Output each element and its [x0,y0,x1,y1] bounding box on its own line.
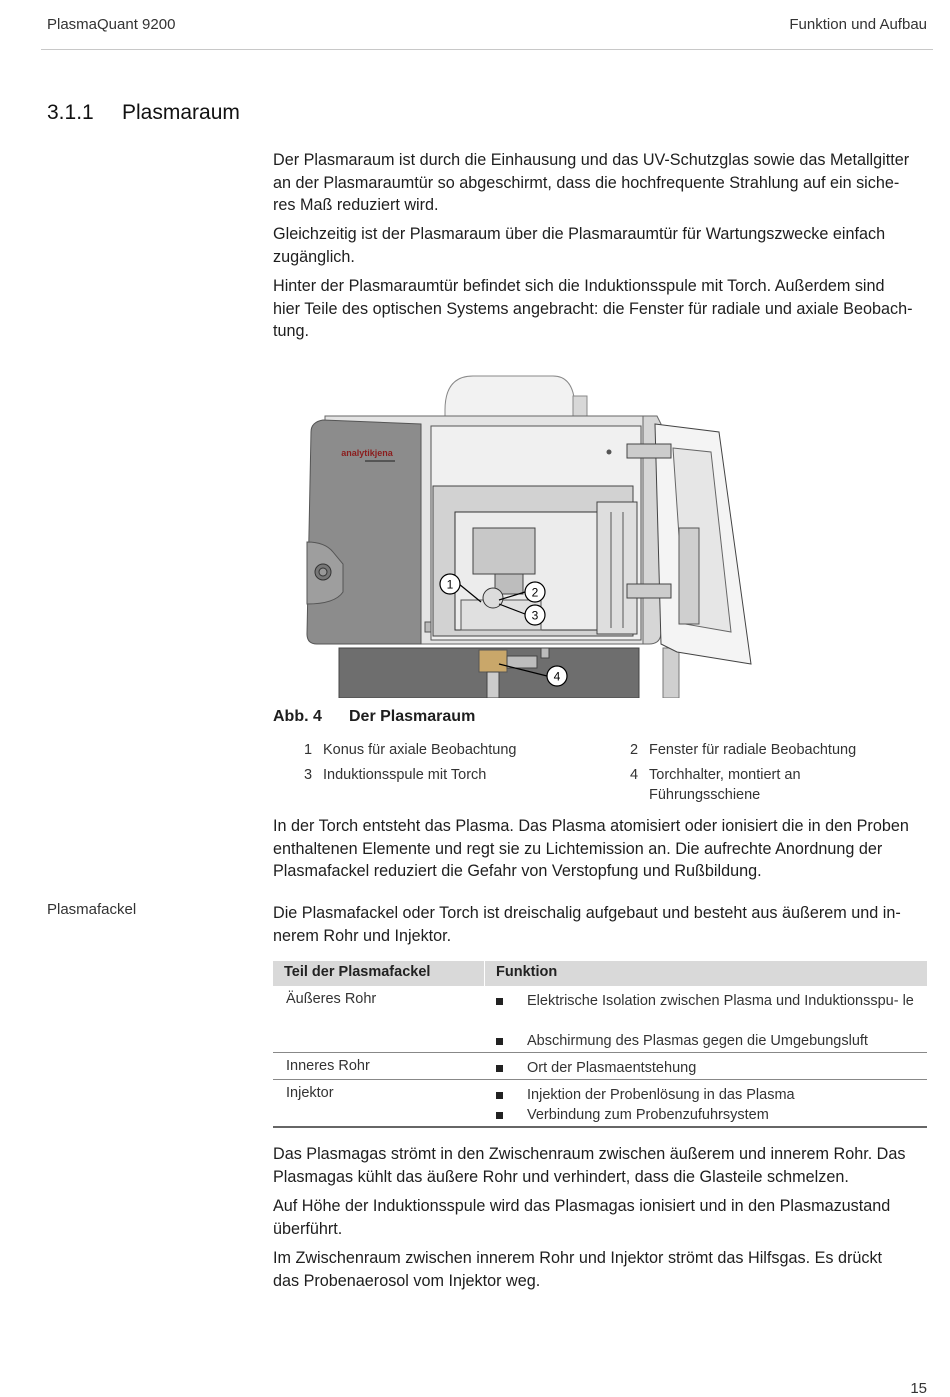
closing-paragraph-1 [273,1143,933,1188]
callout-1 [440,574,460,594]
text-line: res Maß reduziert wird. [273,196,439,214]
text-line: an der Plasmaraumtür so abgeschirmt, dass die hochfrequente Strahlung auf ein siche- [273,173,900,192]
figure-label: Abb. 4 [273,708,322,725]
list-item [527,1085,922,1105]
bullet-icon [496,1038,503,1045]
legend-text: Konus für axiale Beobachtung [323,742,517,758]
running-header-title: PlasmaQuant 9200 [47,16,176,33]
function-text: Abschirmung des Plasmas gegen die Umgebungsluft [527,1033,868,1049]
bullet-icon [496,1092,503,1099]
bullet-icon [496,1065,503,1072]
plasma-paragraph [273,815,933,883]
text-line: nerem Rohr und Injektor. [273,926,452,945]
legend-text: Fenster für radiale Beobachtung [649,742,857,758]
legend-number: 3 [304,767,313,783]
table-row [273,1053,927,1080]
function-text: Elektrische Isolation zwischen Plasma und Induktionsspu- le [527,993,914,1009]
table-cell-part: Injektor [286,1085,334,1101]
table-cell-part: Äußeres Rohr [286,991,377,1007]
closing-paragraph-2 [273,1195,933,1240]
text-line: Der Plasmaraum ist durch die Einhausung und das UV-Schutzglas sowie das Metallgitter [273,151,910,169]
legend-number: 1 [304,742,313,758]
table-cell-part: Inneres Rohr [286,1058,370,1074]
closing-paragraph-3 [273,1247,933,1292]
text-line: Im Zwischenraum zwischen innerem Rohr und Injektor strömt das Hilfsgas. Es drückt [273,1249,883,1267]
callout-4 [547,666,567,686]
header-divider [41,49,933,50]
list-item [527,991,922,1011]
callout-2 [525,582,545,602]
running-header-chapter: Funktion und Aufbau [789,16,927,33]
torch-intro-paragraph [273,902,933,947]
table-header [273,961,927,986]
intro-paragraph-2 [273,223,933,268]
intro-paragraph-1 [273,149,933,217]
column-header-function: Funktion [496,964,558,980]
text-line: überführt. [273,1219,343,1238]
intro-paragraph-3 [273,275,933,343]
bullet-icon [496,1112,503,1119]
callout-2-label: 2 [531,585,539,600]
figure-title: Der Plasmaraum [349,708,476,725]
section-title: Plasmaraum [122,101,240,124]
text-line: Die Plasmafackel oder Torch ist dreischalig aufgebaut und besteht aus äußerem und in- [273,904,901,922]
text-line: Plasmafackel reduziert die Gefahr von Verstopfung und Rußbildung. [273,862,762,880]
brand-logo: analytikjena [341,448,393,458]
text-line: Hinter der Plasmaraumtür befindet sich die Induktionsspule mit Torch. Außerdem sind [273,277,885,295]
table-row [273,1080,927,1128]
text-line: hier Teile des optischen Systems angebracht: die Fenster für radiale und axiale Beobach- [273,299,913,318]
text-line: Gleichzeitig ist der Plasmaraum über die Plasmaraumtür für Wartungszwecke einfach [273,225,886,243]
callout-4-label: 4 [553,669,561,684]
text-line: Auf Höhe der Induktionsspule wird das Plasmagas ionisiert und in den Plasmazustand [273,1197,891,1215]
function-text: Ort der Plasmaentstehung [527,1060,697,1076]
table-row [273,986,927,1053]
text-line: Plasmagas kühlt das äußere Rohr und verhindert, dass die Glasteile schmelzen. [273,1167,849,1186]
column-header-part: Teil der Plasmafackel [284,964,431,980]
section-number: 3.1.1 [47,101,94,124]
legend-number: 2 [630,742,639,758]
list-item [527,1031,922,1051]
legend-number: 4 [630,767,639,783]
callout-3 [525,605,545,625]
callout-3-label: 3 [531,608,539,623]
text-line: tung. [273,322,310,340]
legend-text: Torchhalter, montiert an Führungsschiene [649,767,801,803]
margin-note: Plasmafackel [47,901,137,918]
text-line: das Probenaerosol vom Injektor weg. [273,1271,541,1290]
callout-1-label: 1 [446,577,454,592]
function-text: Injektion der Probenlösung in das Plasma [527,1087,795,1103]
list-item [527,1105,922,1125]
page-number: 15 [910,1380,927,1397]
bullet-icon [496,998,503,1005]
text-line: enthaltenen Elemente und regt sie zu Lichtemission an. Die aufrechte Anordnung der [273,839,883,858]
text-line: In der Torch entsteht das Plasma. Das Plasma atomisiert oder ionisiert die in den Proben [273,817,909,835]
plasma-compartment-illustration [273,352,773,698]
text-line: zugänglich. [273,247,355,266]
list-item [527,1058,922,1078]
legend-text: Induktionsspule mit Torch [323,767,487,783]
text-line: Das Plasmagas strömt in den Zwischenraum zwischen äußerem und innerem Rohr. Das [273,1145,906,1163]
function-text: Verbindung zum Probenzufuhrsystem [527,1107,769,1123]
